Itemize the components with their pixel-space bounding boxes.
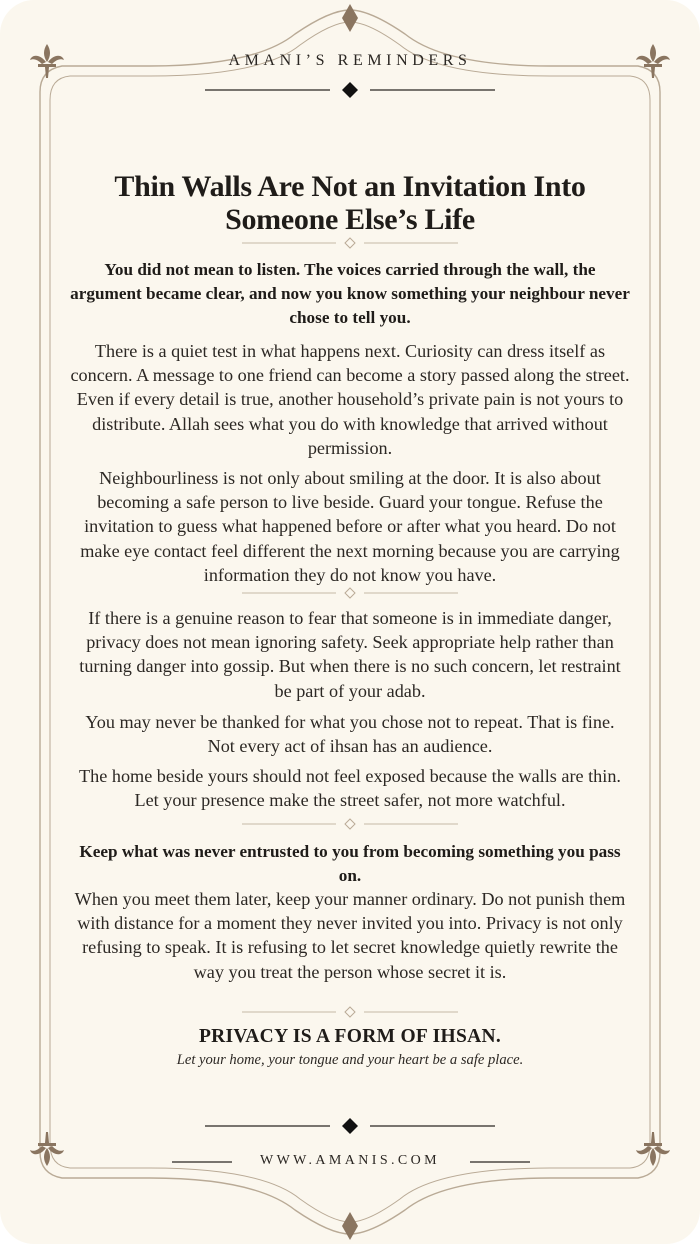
closing-subtext: Let your home, your tongue and your heart be a safe place. xyxy=(176,1052,524,1068)
key-statement: Keep what was never entrusted to you from becoming something you pass on. xyxy=(79,842,621,885)
body-paragraph: If there is a genuine reason to fear that someone is in immediate danger, privacy does not mean ignoring safety. Seek appropriate help rather than turning danger into gossip. But when there is no such concern, let restraint be part of your adab. xyxy=(79,608,621,701)
body-paragraph: Neighbourliness is not only about smiling at the door. It is also about becoming a safe person to live beside. Guard your tongue. Refuse the invitation to guess what happened before or after what you heard. Do not make eye contact feel different the next morning because you are carrying information they do not know you have. xyxy=(80,468,620,585)
body-paragraph: When you meet them later, keep your manner ordinary. Do not punish them with distance for a moment they never invited you into. Privacy is not only refusing to speak. It is refusing to let secret knowledge quietly rewrite the way you treat the person whose secret it is. xyxy=(74,889,626,982)
lead-paragraph: You did not mean to listen. The voices carried through the wall, the argument became clear, and now you know something your neighbour never chose to tell you. xyxy=(70,260,630,327)
brand-header: AMANI’S REMINDERS xyxy=(228,52,472,69)
closing-heading: PRIVACY IS A FORM OF IHSAN. xyxy=(198,1026,502,1047)
footer-link[interactable]: WWW.AMANIS.COM xyxy=(259,1153,441,1168)
body-paragraph: You may never be thanked for what you chose not to repeat. That is fine. Not every act of ihsan has an audience. xyxy=(85,712,615,757)
page-title: Thin Walls Are Not an Invitation Into Someone Else’s Life xyxy=(114,170,586,236)
body-paragraph: The home beside yours should not feel exposed because the walls are thin. Let your presence make the street safer, not more watchful. xyxy=(79,766,621,811)
body-paragraph: There is a quiet test in what happens next. Curiosity can dress itself as concern. A message to one friend can become a story passed along the street. Even if every detail is true, another household’s private pain is not yours to distribute. Allah sees what you do with knowledge that arrived without permission. xyxy=(70,341,630,458)
